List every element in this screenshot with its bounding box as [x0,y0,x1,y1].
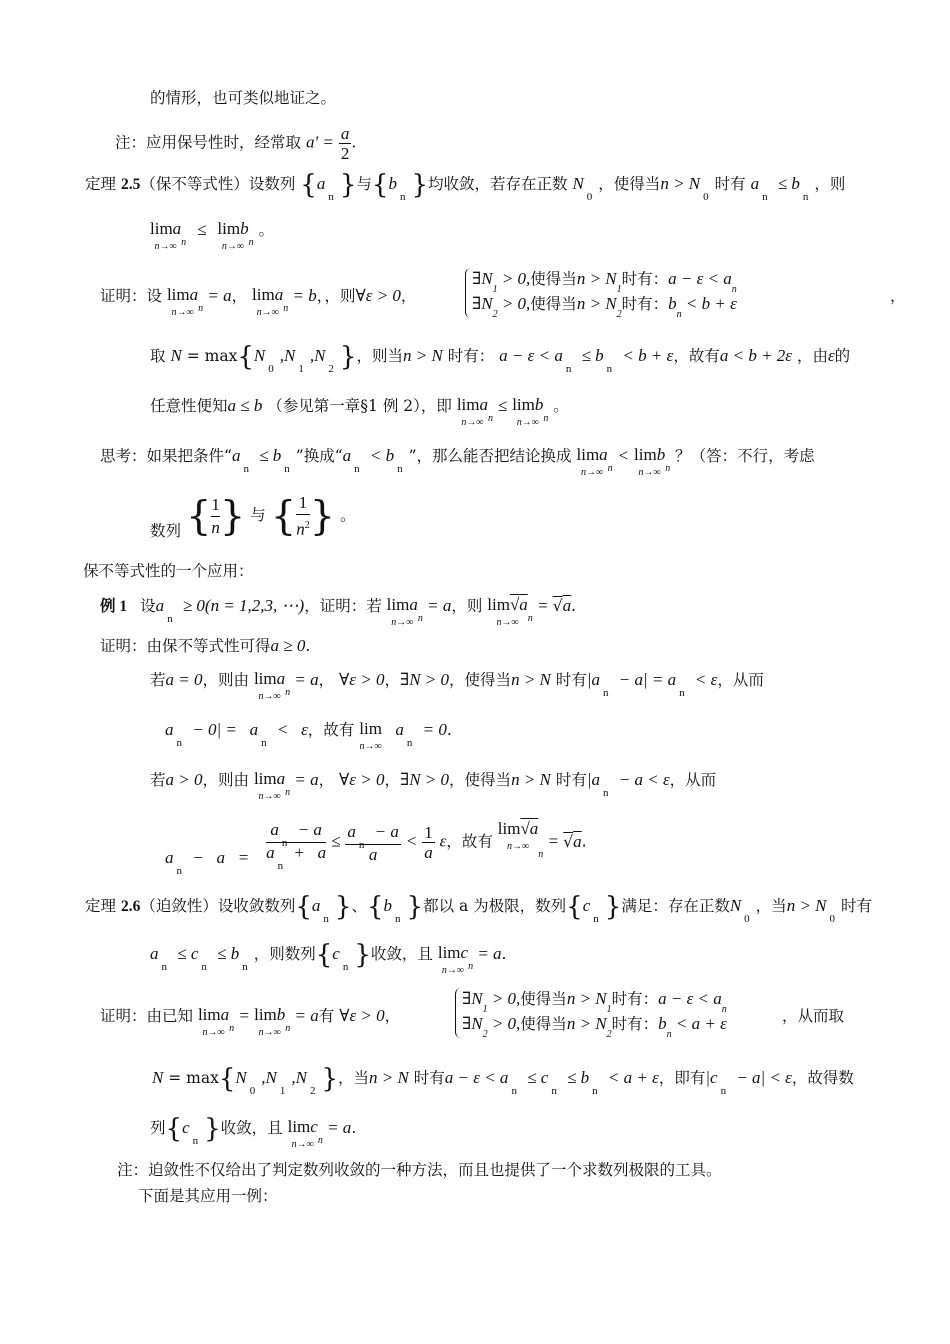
text-fragment: 满足：存在正数 [621,897,730,915]
text-fragment: ，则 [324,287,356,305]
proof-1-line-3: 任意性便知a ≤ b （参见第一章§1 例 2），即 lima n→∞ $_n$ ≤ limb n→∞ $_n$ 。 [150,395,569,428]
text-fragment: 有 [318,1007,335,1025]
text-fragment: ，当 [338,1069,370,1087]
text-fragment: 设收敛数列 [217,897,296,915]
text-fragment: 设 [140,597,156,615]
cases-brace: $\exists N_1 > 0$,使得当$n > N_1$时有：$a - \varepsilon < a_n$ $\exists N_2 > 0$,使得当$n > N_2$时有：$b_n < b + \varepsilon$ [465,268,737,318]
text-fragment: ，从而 [669,771,717,789]
text-fragment: 收敛，且 [370,945,433,963]
text-fragment: 时有： [447,347,495,365]
text-fragment: 的情形，也可类似地证之。 [150,89,337,107]
text-fragment: 时有 [841,897,873,915]
last-line [138,1186,278,1206]
text-fragment: ，则 [814,175,846,193]
text-fragment: ，由 [796,347,828,365]
text-fragment: ，即有 [658,1069,706,1087]
text-fragment: 注：迫敛性不仅给出了判定数列收敛的一种方法，而且也提供了一个求数列极限的工具。 [117,1161,722,1179]
proof-3-line-1: 证明：由已知 lima n→∞ $_n$ = limb n→∞ $_n$ = a有 ∀ε > 0， $\exists N_1 > 0$,使得当$n > N_1$时有：$a - \varepsilon < a_n$ $\exists N_2 > 0$,使得当$n > N_2$时有：$b_n < a + \varepsilon$ ，从而取 [100,989,845,1040]
text-fragment: 与 [250,506,266,525]
text-fragment: ？（答：不行，考虑 [675,447,815,465]
theorem-2-5-formula: lima n→∞ $_n$ ≤ limb n→∞ $_n$ 。 [150,219,274,252]
note-2 [117,1160,722,1180]
text-fragment: 时有 [555,671,587,689]
text-fragment: ，从而取 [782,1007,845,1025]
text-fragment: 证明：设 [100,287,163,305]
section-title [83,561,254,581]
text-fragment: 时有 [413,1069,445,1087]
text-fragment: 下面是其应用一例： [138,1187,278,1205]
text-fragment: 时有 [714,175,746,193]
theorem-2-6-line-2: $a_n \le c_n \le b_n$，则数列{$c_n$ }收敛，且 limc n→∞ $_n$ = a. [150,940,507,976]
note-line: 注：应用保号性时，经常取 a′ = $\frac{a}{2}$ . [115,124,357,163]
text-fragment: ，当 [755,897,787,915]
proof-1-line-1: 证明：设 lima n→∞ $_n$ = a， lima n→∞ $_n$ = b，，则∀ε > 0， $\exists N_1 > 0$,使得当$n > N_1$时有：$a - \varepsilon < a_n$ $\exists N_2 > 0$,使得当$n > N_2$时有：$b_n < b + \varepsilon$ ， [100,269,906,320]
text-fragment: 证明：由已知 [100,1007,194,1025]
text-fragment: （参见第一章§1 例 2），即 [267,397,452,415]
text-fragment: ，证明：若 [304,597,382,615]
text-fragment: 取 [150,347,166,365]
example-1: 例 1 设$a_n \ge 0(n = 1,2,3$, ⋯)，证明：若 lima n→∞ $_n$ = a，则 lim√a n→∞ $_n$ = √a. [100,595,577,628]
proof-3-line-3: 列{$c_n$ }收敛，且 limc n→∞ $_n$ = a. [150,1114,357,1150]
text-fragment: 思考：如果把条件“ [100,447,232,465]
text-line [150,88,336,108]
text-fragment: ，使得当 [449,671,512,689]
proof-2-line-1: 证明：由保不等式性可得a ≥ 0. [100,636,311,655]
text-fragment: 、 [351,897,367,915]
text-fragment: ，则数列 [253,945,316,963]
case-1-line-1: 若a = 0，则由 lima n→∞ $_n$ = a， ∀ε > 0，∃N > 0，使得当n > N 时有$|a_n - a| = a_n < \varepsilon$，从而 [150,669,764,702]
text-fragment: 与 [356,175,372,193]
theorem-2-6: 定理 2.6（迫敛性）设收敛数列{$a_n$ }、{$b_n$ }都以 a 为极限，数列{$c_n$ }满足：存在正数$N_0$，当$n > N_0$时有 [85,892,873,925]
text-fragment: 均收敛，若存在正数 [428,175,568,193]
text-fragment: ，使得当 [449,771,512,789]
text-fragment: 任意性便知 [150,397,228,415]
text-fragment: 时有 [555,771,587,789]
text-fragment: 设数列 [248,175,296,193]
text-fragment: ，故得数 [791,1069,854,1087]
text-fragment: ，使得当 [598,175,661,193]
cases-brace: $\exists N_1 > 0$,使得当$n > N_1$时有：$a - \varepsilon < a_n$ $\exists N_2 > 0$,使得当$n > N_2$时有：$b_n < a + \varepsilon$ [455,988,727,1038]
theorem-name: （迫敛性） [140,897,218,915]
text-fragment: 收敛，且 [220,1119,283,1137]
theorem-name: （保不等式性） [140,175,249,193]
text-fragment: 证明：由保不等式性可得 [100,637,271,655]
text-fragment: ”换成“ [295,447,343,465]
text-fragment: 保不等式性的一个应用： [83,562,254,580]
text-fragment: ，从而 [717,671,764,689]
text-fragment: ，故有 [307,721,355,739]
theorem-number: 2.5 [120,176,141,193]
theorem-2-5: 定理 2.5（保不等式性）设数列 {$a_n$ }与{$b_n$ }均收敛，若存在正数 $N_0$，使得当$n > N_0$时有 $a_n \le b_n$，则 [85,170,846,203]
theorem-label: 定理 [85,897,117,915]
case-2-line-1: 若a > 0，则由 lima n→∞ $_n$ = a， ∀ε > 0，∃N > 0，使得当n > N 时有$|a_n - a < \varepsilon$，从而 [150,769,717,802]
text-fragment: 注：应用保号性时，经常取 [115,133,302,152]
text-fragment: 的 [834,347,851,365]
case-2-line-2: $a_n - a$ = $\frac{a_n - a}{a_n + a}$ ≤ $\frac{a_n - a}{a}$ < $\frac{1}{a}$ ε，故有 lim√a n→∞ $_n$ = √a. [165,819,587,877]
text-fragment: ，故有 [673,347,720,365]
proof-3-line-2: $N = \max\{N_0,N_1,N_2$ }，当n > N 时有$a - \varepsilon < a_n \le c_n \le b_n < a + \varepsilon$，即有$|c_n - a| < \varepsilon$，故得数 [152,1064,854,1097]
text-fragment: ，则当 [356,347,403,365]
think-line-1: 思考：如果把条件“$a_n \le b_n$”换成“$a_n < b_n$”，那么能否把结论换成 lima n→∞ $_n$ < limb n→∞ $_n$ ？（答：不行，考虑 [100,445,815,478]
text-fragment: ，则由 [202,671,250,689]
text-fragment: ，则 [451,597,483,615]
example-label: 例 1 [100,598,128,615]
theorem-number: 2.6 [120,898,141,915]
text-fragment: 若 [150,671,166,689]
text-fragment: 列 [150,1119,166,1137]
think-line-2: 数列 { $\frac{1}{n}$ } 与 { $\frac{1}{n^2}$ } 。 [150,493,356,541]
text-fragment: ，则由 [202,771,250,789]
theorem-label: 定理 [85,175,117,193]
fraction: $\frac{a}{2}$ [340,124,350,163]
text-fragment: 若 [150,771,166,789]
text-fragment: ”，那么能否把结论换成 [408,447,572,465]
text-fragment: ，故有 [446,832,493,851]
text-fragment: 都以 a 为极限，数列 [423,897,567,915]
text-fragment: 数列 [150,522,182,541]
case-1-line-2: $a_n - 0| = a_n < \varepsilon$，故有 lim n→∞ $a_n = 0$. [165,719,452,752]
proof-1-line-2: 取 $N = \max\{N_0,N_1,N_2$ }，则当n > N 时有： $a - \varepsilon < a_n \le b_n < b + \varepsilon$，故有a < b + 2ε ，由ε的 [150,342,851,375]
math: a′ = [305,132,334,152]
